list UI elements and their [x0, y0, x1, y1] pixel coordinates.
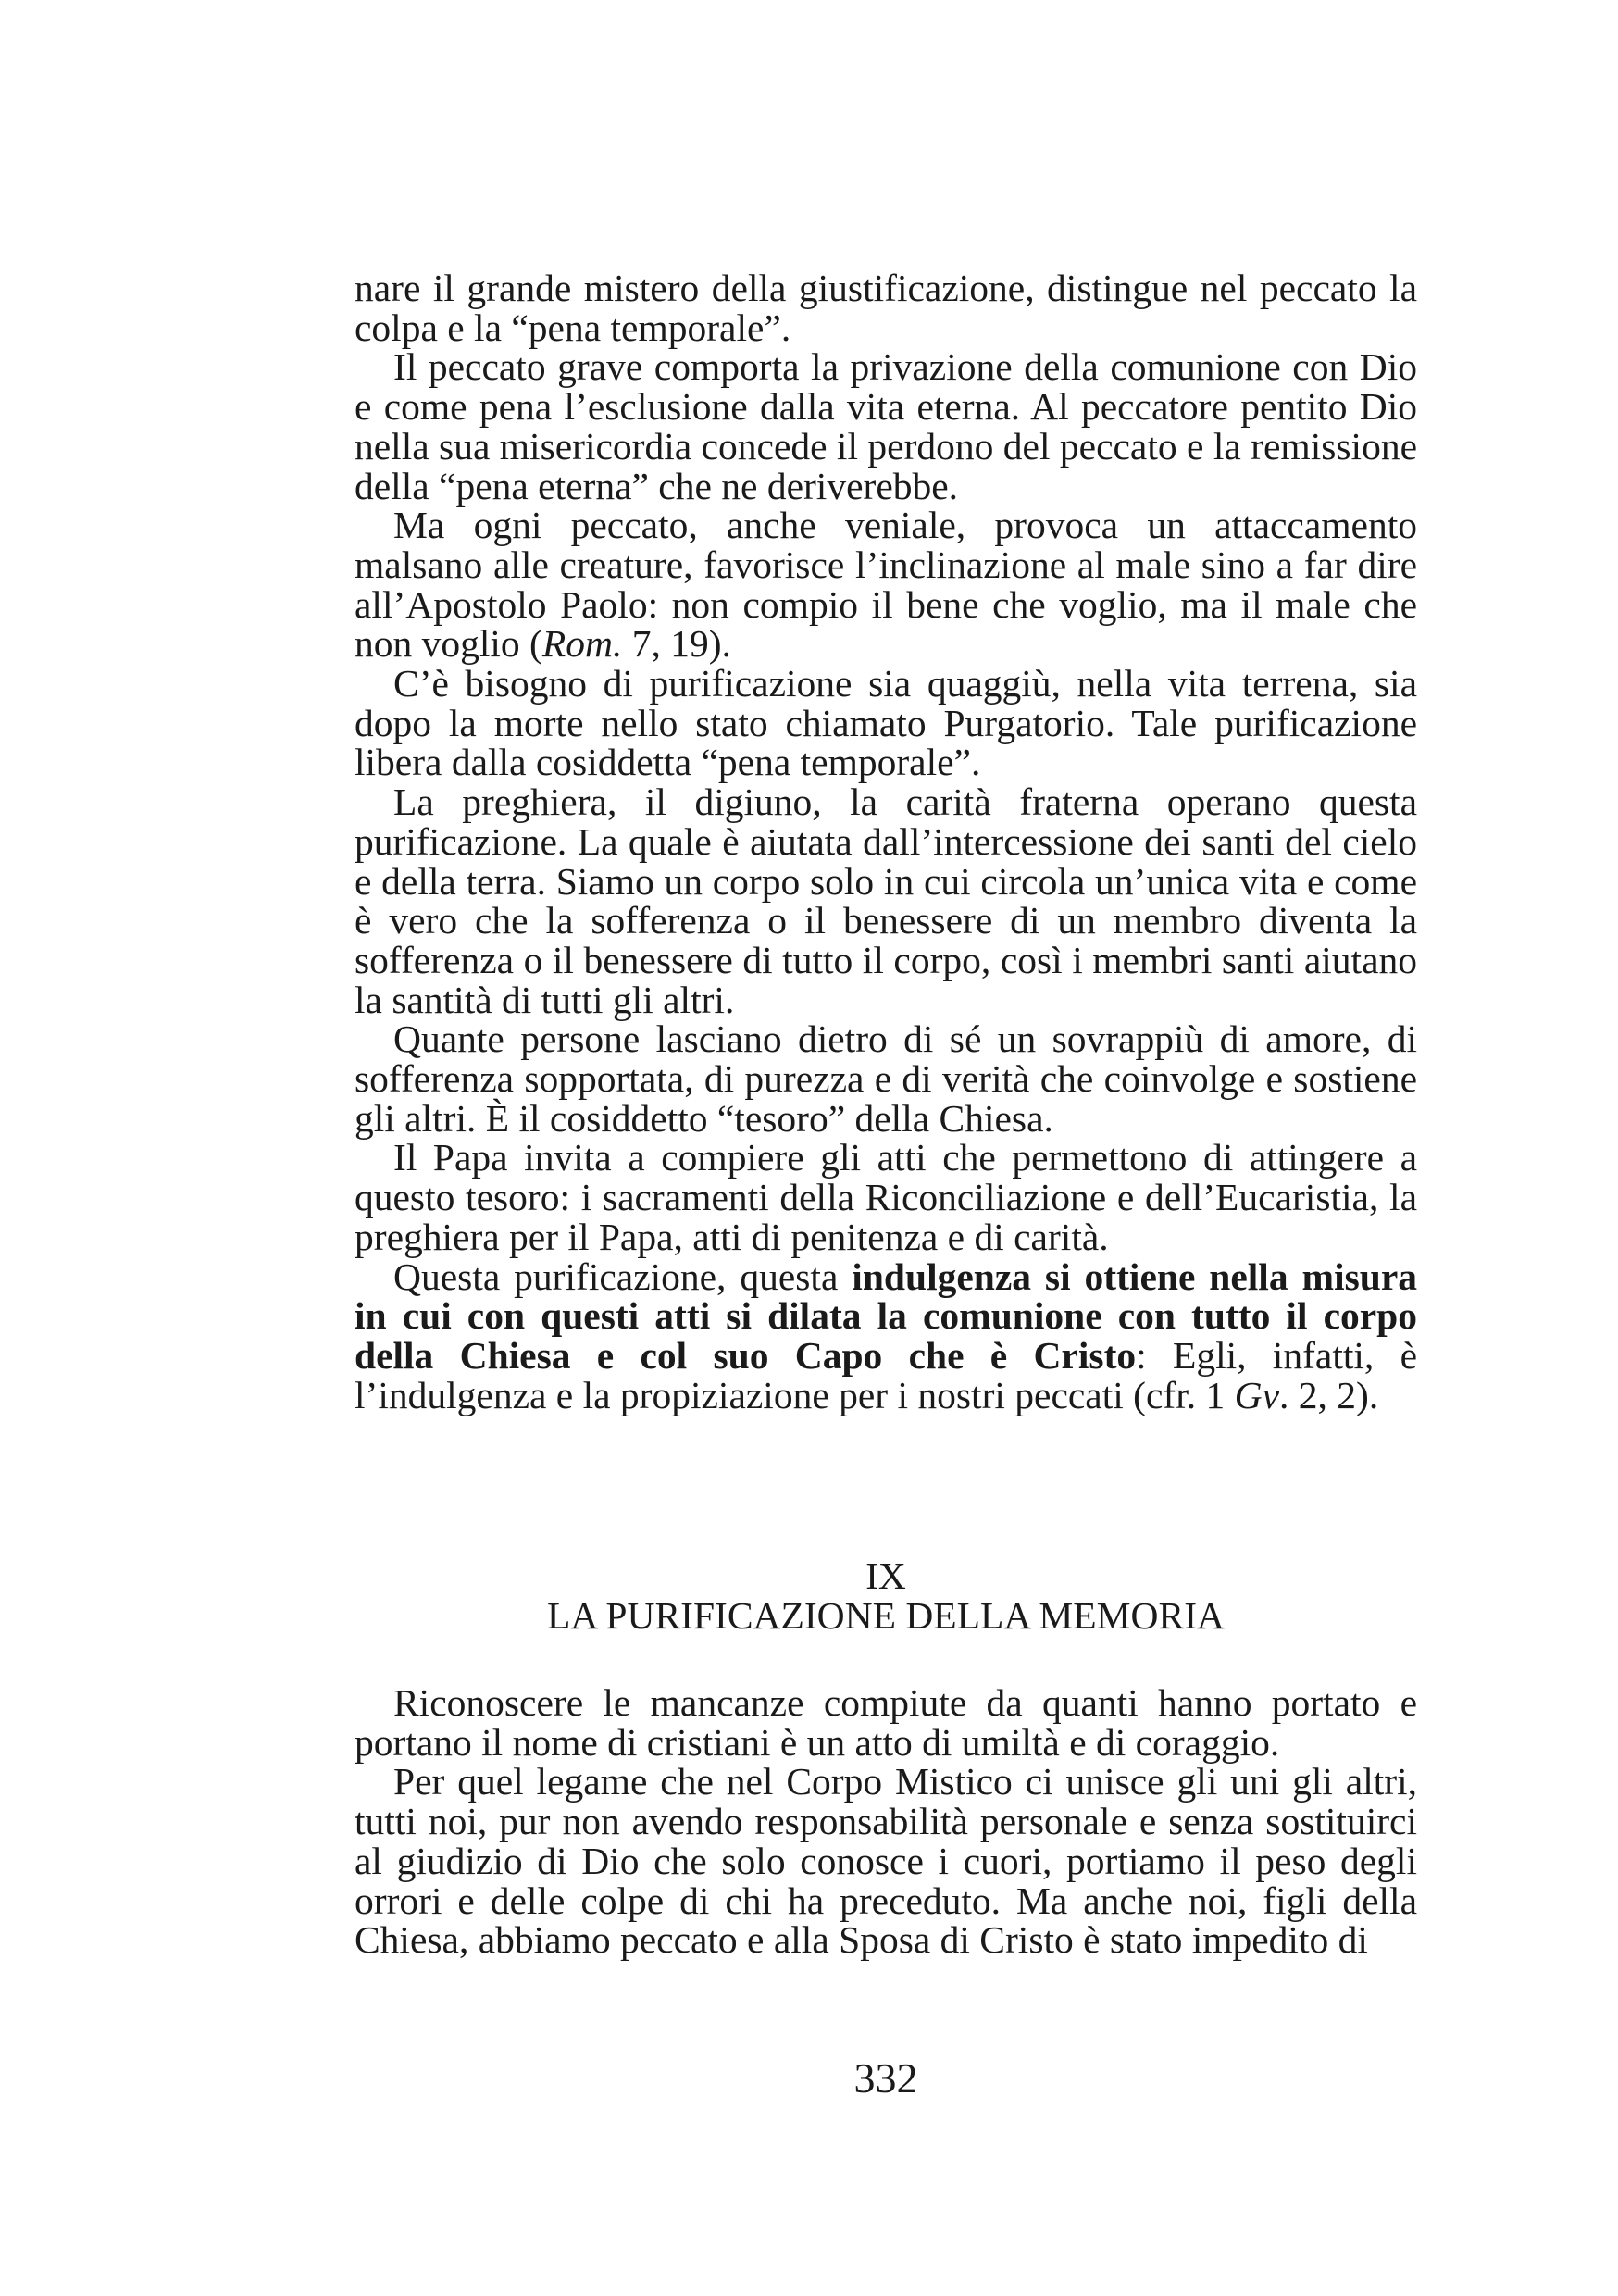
- bold-emphasis: indulgenza si ottiene nella misura in cui con questi atti si dilata la comunione con tutto il corpo della Chiesa e col suo Capo che è Cristo: [355, 1254, 1417, 1377]
- paragraph-preghiera: La preghiera, il digiuno, la carità fraterna operano questa purificazione. La quale è aiutata dall’intercessione dei santi del cielo e della terra. Siamo un corpo solo in cui circola un’unica vita e come è vero che la sofferenza o il benessere di un membro diventa la sofferenza o il benessere di tutto il corpo, così i membri santi aiutano la santità di tutti gli altri.: [355, 780, 1417, 1021]
- paragraph-continuation: nare il grande mistero della giustificazione, distingue nel peccato la colpa e la “pena temporale”.: [355, 267, 1417, 349]
- page-number: 332: [853, 2054, 918, 2102]
- paragraph-riconoscere: Riconoscere le mancanze compiute da quanti hanno portato e portano il nome di cristiani è un atto di umiltà e di coraggio.: [355, 1681, 1417, 1764]
- paragraph-peccato-grave: Il peccato grave comporta la privazione della comunione con Dio e come pena l’esclusione dalla vita eterna. Al peccatore pentito Dio nella sua misericordia concede il perdono del peccato e la remissione della “pena eterna” che ne deriverebbe.: [355, 345, 1417, 507]
- chapter-number: IX: [865, 1554, 906, 1597]
- paragraph-text: : Egli, infatti, è l’indulgenza e la propiziazione per i nostri peccati (cfr. 1: [355, 1333, 1417, 1416]
- body-text-section-1: [355, 268, 1417, 1415]
- paragraph-text: Questa purificazione, questa: [393, 1254, 853, 1298]
- paragraph-text: 7, 19).: [622, 622, 731, 666]
- paragraph-text: . 2, 2).: [1279, 1373, 1379, 1416]
- scripture-reference: Rom.: [541, 622, 623, 666]
- paragraph-corpo-mistico: Per quel legame che nel Corpo Mistico ci unisce gli uni gli altri, tutti noi, pur non avendo responsabilità personale e senza sostituirci al giudizio di Dio che solo conosce i cuori, portiamo il peso degli orrori e delle colpe di chi ha preceduto. Ma anche noi, figli della Chiesa, abbiamo peccato e alla Sposa di Cristo è stato impedito di: [355, 1760, 1417, 1962]
- paragraph-purificazione: C’è bisogno di purificazione sia quaggiù, nella vita terrena, sia dopo la morte nello stato chiamato Purgatorio. Tale purificazione libera dalla cosiddetta “pena temporale”.: [355, 662, 1417, 784]
- paragraph-text: Ma ogni peccato, anche veniale, provoca un attaccamento malsano alle creature, favorisce l’inclinazione al male sino a far dire all’Apostolo Paolo: non compio il bene che voglio, ma il male che non voglio (: [355, 504, 1417, 666]
- paragraph-papa-invita: Il Papa invita a compiere gli atti che permettono di attingere a questo tesoro: i sacramenti della Riconciliazione e dell’Eucaristia, la preghiera per il Papa, atti di penitenza e di carità.: [355, 1136, 1417, 1258]
- body-text-section-2: [355, 1683, 1417, 1960]
- scripture-reference: Gv: [1234, 1373, 1280, 1416]
- paragraph-indulgenza: [355, 1254, 1417, 1416]
- paragraph-ogni-peccato: [355, 505, 1417, 664]
- paragraph-tesoro: Quante persone lasciano dietro di sé un sovrappiù di amore, di sofferenza sopportata, di purezza e di verità che coinvolge e sostiene gli altri. È il cosiddetto “tesoro” della Chiesa.: [355, 1017, 1417, 1140]
- chapter-title: LA PURIFICAZIONE DELLA MEMORIA: [546, 1594, 1225, 1637]
